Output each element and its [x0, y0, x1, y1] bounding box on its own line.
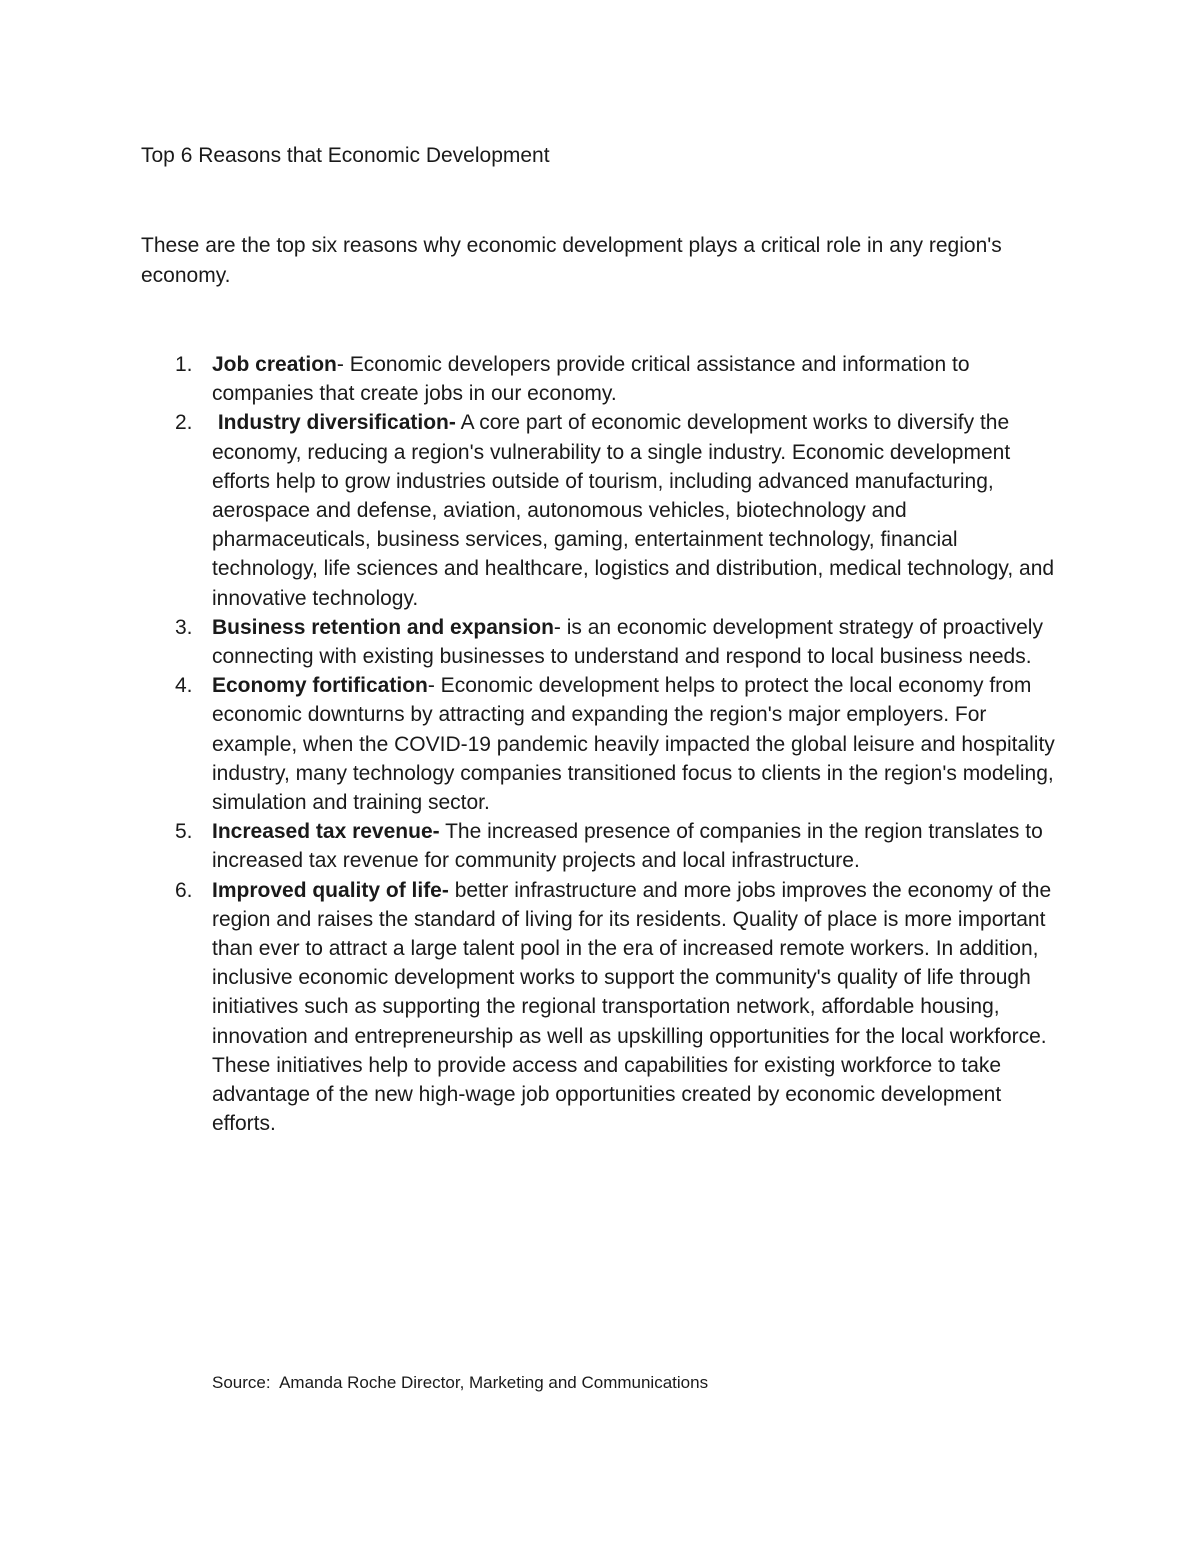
list-item [141, 817, 1061, 875]
reasons-list [141, 350, 1061, 1138]
source-attribution: Source: Amanda Roche Director, Marketing and Communications [212, 1373, 709, 1392]
list-item-heading: Industry diversification- [212, 411, 456, 435]
list-item-number: 5. [175, 820, 193, 844]
list-item-heading: Increased tax revenue- [212, 820, 440, 844]
list-item-body: A core part of economic development works to diversify the economy, reducing a region's vulnerability to a single industry. Economic development efforts help to grow industries outside of tourism, including advanced manufacturing, aerospace and defense, aviation, autonomous vehicles, biotechnology and pharmaceuticals, business services, gaming, entertainment technology, financial technology, life sciences and healthcare, logistics and distribution, medical technology, and innovative technology. [212, 411, 1055, 610]
list-item-heading: Job creation [212, 353, 337, 376]
list-item [141, 350, 1061, 408]
list-item-heading: Improved quality of life- [212, 878, 449, 902]
list-item [141, 671, 1061, 817]
list-item-body: The increased presence of companies in the region translates to increased tax revenue for community projects and local infrastructure. [212, 820, 1043, 873]
list-item-number: 4. [175, 674, 193, 698]
list-item-body: - Economic developers provide critical assistance and information to companies that create jobs in our economy. [212, 353, 970, 406]
list-item-number: 6. [175, 878, 193, 902]
list-item [141, 876, 1061, 1139]
list-item [141, 408, 1061, 612]
list-item-body: - is an economic development strategy of proactively connecting with existing businesses to understand and respond to local business needs. [212, 615, 1043, 669]
list-item-body: - Economic development helps to protect the local economy from economic downturns by attracting and expanding the region's major employers. For example, when the COVID-19 pandemic heavily impacted the global leisure and hospitality industry, many technology companies transitioned focus to clients in the region's modeling, simulation and training sector. [212, 674, 1055, 815]
list-item-number: 1. [175, 353, 193, 376]
list-item-body: better infrastructure and more jobs improves the economy of the region and raises the standard of living for its residents. Quality of place is more important than ever to attract a large talent pool in the era of increased remote workers. In addition, inclusive economic development works to support the community's quality of life through initiatives such as supporting the regional transportation network, affordable housing, innovation and entrepreneurship as well as upskilling opportunities for the local workforce. These initiatives help to provide access and capabilities for existing workforce to take advantage of the new high-wage job opportunities created by economic development efforts. [212, 878, 1052, 1136]
list-item-number: 2. [175, 411, 193, 435]
intro-paragraph: These are the top six reasons why economic development plays a critical role in any region's economy. [141, 234, 1002, 287]
list-item-number: 3. [175, 615, 193, 639]
document-title: Top 6 Reasons that Economic Development [141, 144, 550, 167]
list-item [141, 613, 1061, 671]
list-item-heading: Economy fortification [212, 674, 428, 698]
list-item-heading: Business retention and expansion [212, 615, 554, 639]
